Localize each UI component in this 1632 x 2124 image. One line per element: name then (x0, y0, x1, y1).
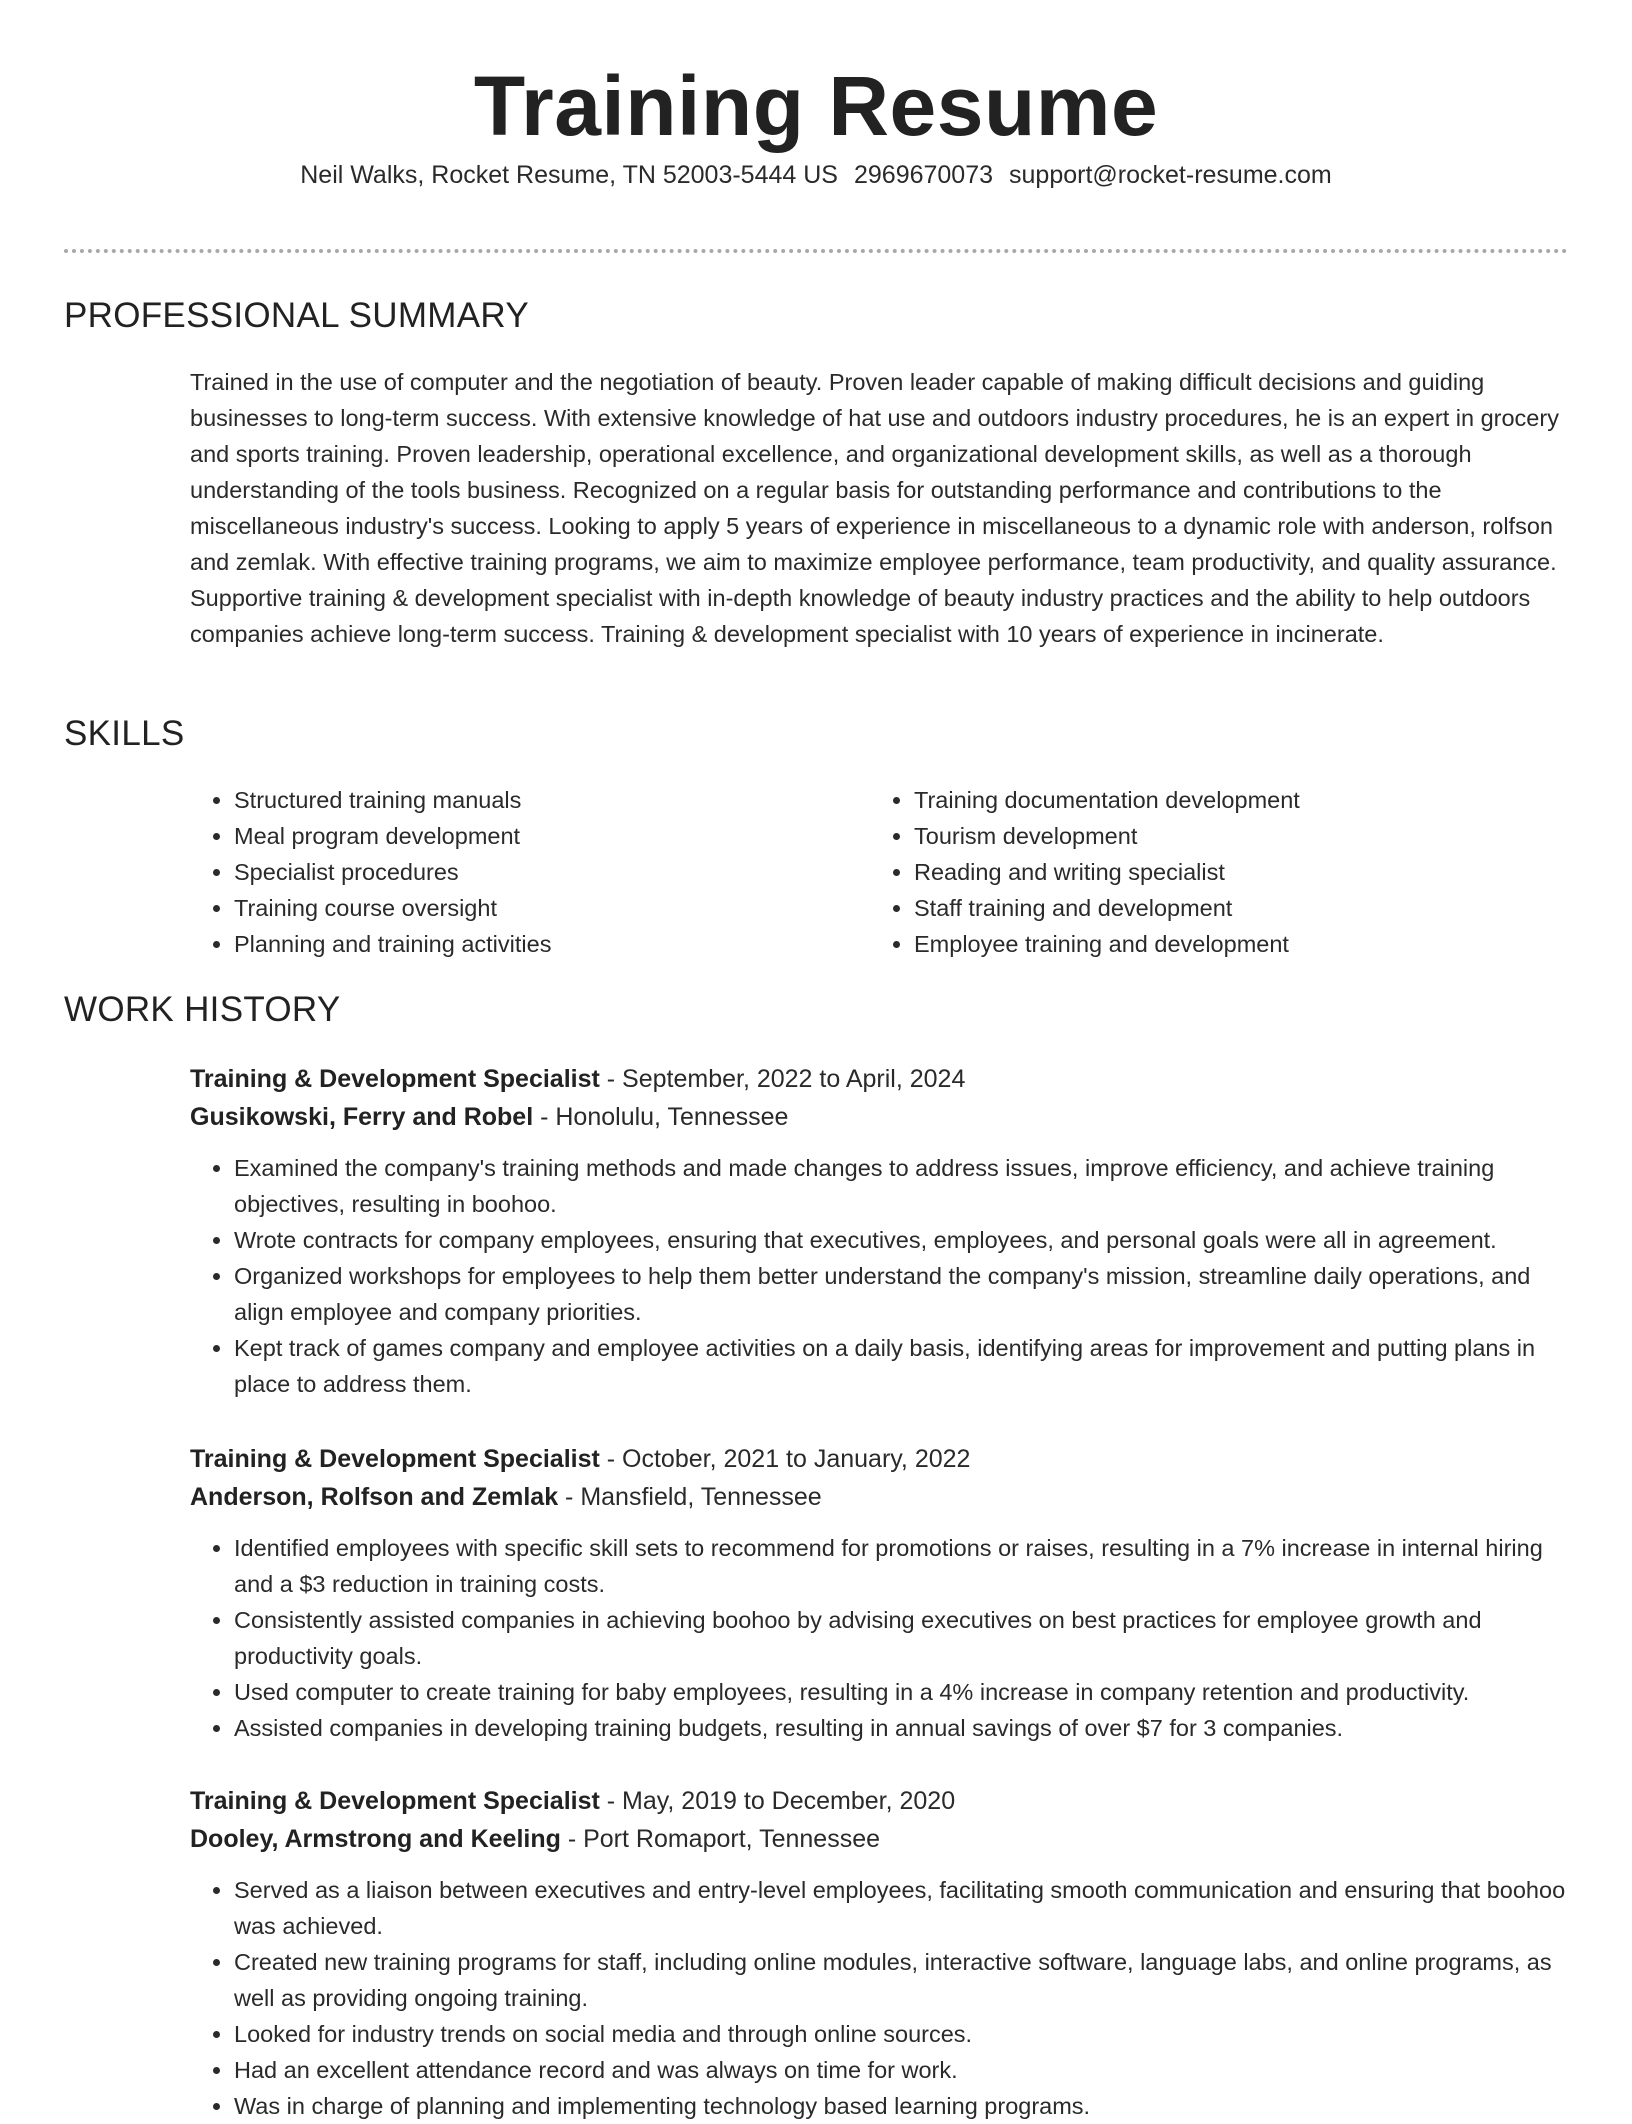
summary-block (190, 364, 1568, 652)
job-company: Dooley, Armstrong and Keeling (190, 1825, 561, 1853)
skill-item: • Training course oversight (234, 890, 830, 926)
job-bullet: • Looked for industry trends on social media and through online sources. (234, 2016, 1568, 2052)
job-bullet: • Organized workshops for employees to help them better understand the company's mission, streamline daily operations, and align employee and company priorities. (234, 1258, 1568, 1330)
job-title-line (190, 1782, 1568, 1820)
job-dates: - September, 2022 to April, 2024 (599, 1065, 966, 1093)
job-bullets (190, 1530, 1568, 1746)
skill-item: • Structured training manuals (234, 782, 830, 818)
job-bullet: • Used computer to create training for baby employees, resulting in a 4% increase in company retention and productivity. (234, 1674, 1568, 1710)
job-bullet: • Was in charge of planning and implementing technology based learning programs. (234, 2088, 1568, 2124)
summary-text: Trained in the use of computer and the negotiation of beauty. Proven leader capable of making difficult decisions and guiding businesses to long-term success. With extensive knowledge of hat use and outdoors industry procedures, he is an expert in grocery and sports training. Proven leadership, operational excellence, and organizational development skills, as well as a thorough understanding of the tools business. Recognized on a regular basis for outstanding performance and contributions to the miscellaneous industry's success. Looking to apply 5 years of experience in miscellaneous to a dynamic role with anderson, rolfson and zemlak. With effective training programs, we aim to maximize employee performance, team productivity, and quality assurance. Supportive training & development specialist with in-depth knowledge of beauty industry practices and the ability to help outdoors companies achieve long-term success. Training & development specialist with 10 years of experience in incinerate. (190, 369, 1559, 647)
skill-item: • Employee training and development (914, 926, 1510, 962)
skill-item: • Training documentation development (914, 782, 1510, 818)
job-title-line (190, 1060, 1568, 1098)
skills-column-right (870, 782, 1510, 962)
job-bullet: • Wrote contracts for company employees, ensuring that executives, employees, and personal goals were all in agreement. (234, 1222, 1568, 1258)
contact-phone: 2969670073 (853, 161, 994, 189)
job-entry (190, 1440, 1568, 1746)
job-bullet: • Examined the company's training methods and made changes to address issues, improve efficiency, and achieve training objectives, resulting in boohoo. (234, 1150, 1568, 1222)
skill-item: • Specialist procedures (234, 854, 830, 890)
contact-line (64, 158, 1568, 192)
job-bullets (190, 1872, 1568, 2124)
skills-block (190, 782, 1568, 972)
job-bullet: • Created new training programs for staff, including online modules, interactive software, language labs, and online programs, as well as providing ongoing training. (234, 1944, 1568, 2016)
job-dates: - May, 2019 to December, 2020 (599, 1787, 956, 1815)
job-bullets (190, 1150, 1568, 1402)
job-company: Gusikowski, Ferry and Robel (190, 1103, 534, 1131)
contact-address: Neil Walks, Rocket Resume, TN 52003-5444 US (300, 161, 838, 189)
skills-heading: SKILLS (64, 714, 185, 753)
skills-column-left (190, 782, 830, 962)
job-company-line (190, 1820, 1568, 1858)
job-location: - Port Romaport, Tennessee (560, 1825, 881, 1853)
summary-heading: PROFESSIONAL SUMMARY (64, 296, 529, 335)
job-title: Training & Development Specialist (190, 1445, 600, 1473)
skill-item: • Meal program development (234, 818, 830, 854)
skill-item: • Staff training and development (914, 890, 1510, 926)
job-bullet: • Served as a liaison between executives and entry-level employees, facilitating smooth communication and ensuring that boohoo was achieved. (234, 1872, 1568, 1944)
job-location: - Mansfield, Tennessee (558, 1483, 822, 1511)
header-divider (64, 249, 1568, 253)
contact-email: support@rocket-resume.com (1009, 161, 1332, 189)
job-bullet: • Consistently assisted companies in achieving boohoo by advising executives on best practices for employee growth and productivity goals. (234, 1602, 1568, 1674)
job-company-line (190, 1098, 1568, 1136)
job-title: Training & Development Specialist (190, 1787, 600, 1815)
page-title: Training Resume (473, 59, 1159, 153)
job-title: Training & Development Specialist (190, 1065, 600, 1093)
job-company-line (190, 1478, 1568, 1516)
job-bullet: • Kept track of games company and employee activities on a daily basis, identifying areas for improvement and putting plans in place to address them. (234, 1330, 1568, 1402)
work-history-heading: WORK HISTORY (64, 990, 341, 1029)
job-location: - Honolulu, Tennessee (533, 1103, 789, 1131)
skill-item: • Reading and writing specialist (914, 854, 1510, 890)
skill-item: • Tourism development (914, 818, 1510, 854)
job-bullet: • Assisted companies in developing training budgets, resulting in annual savings of over $7 for 3 companies. (234, 1710, 1568, 1746)
job-bullet: • Had an excellent attendance record and was always on time for work. (234, 2052, 1568, 2088)
job-entry (190, 1060, 1568, 1402)
job-bullet: • Identified employees with specific skill sets to recommend for promotions or raises, resulting in a 7% increase in internal hiring and a $3 reduction in training costs. (234, 1530, 1568, 1602)
job-title-line (190, 1440, 1568, 1478)
job-company: Anderson, Rolfson and Zemlak (190, 1483, 559, 1511)
skill-item: • Planning and training activities (234, 926, 830, 962)
job-entry (190, 1782, 1568, 2124)
job-dates: - October, 2021 to January, 2022 (599, 1445, 971, 1473)
resume-page (64, 0, 1568, 2119)
